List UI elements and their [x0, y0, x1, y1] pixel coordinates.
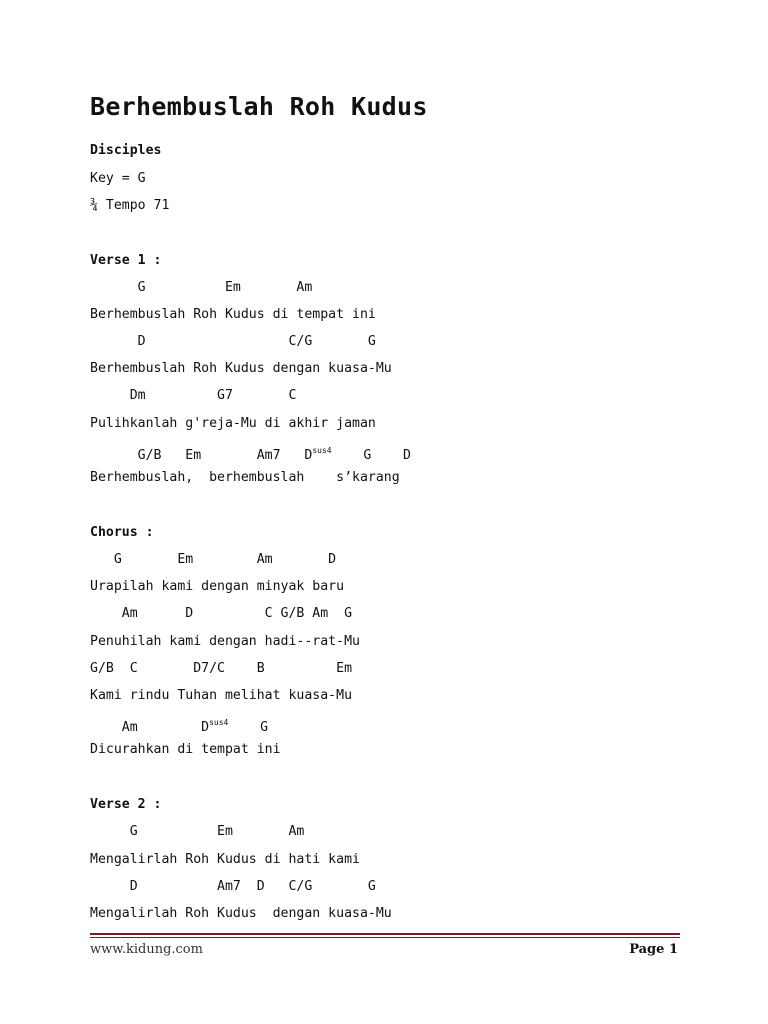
key-line: Key = G	[90, 171, 146, 186]
chord-line: Dm G7 C	[90, 388, 297, 403]
chord-line	[90, 443, 411, 464]
page-number: Page 1	[629, 942, 678, 957]
lyric-line: Berhembuslah Roh Kudus di tempat ini	[90, 307, 376, 322]
lyric-line: Mengalirlah Roh Kudus di hati kami	[90, 852, 360, 867]
lyric-line: Mengalirlah Roh Kudus dengan kuasa-Mu	[90, 906, 392, 921]
footer-divider	[90, 937, 680, 938]
chord-line: G Em Am	[90, 280, 313, 295]
chord-text: Am D	[90, 720, 210, 735]
chord-text: G	[228, 720, 269, 735]
song-title: Berhembuslah Roh Kudus	[90, 92, 428, 121]
chord-line: G/B C D7/C B Em	[90, 661, 353, 676]
lyric-line: Urapilah kami dengan minyak baru	[90, 579, 345, 594]
verse1-heading: Verse 1 :	[90, 253, 162, 268]
chord-text: G D	[331, 448, 411, 463]
tempo-line: ¾ Tempo 71	[90, 198, 170, 213]
chord-line	[90, 715, 268, 736]
chord-line: G Em Am D	[90, 552, 337, 567]
verse2-heading: Verse 2 :	[90, 797, 162, 812]
lyric-line: Kami rindu Tuhan melihat kuasa-Mu	[90, 688, 353, 703]
chord-suffix: sus4	[312, 446, 332, 455]
chorus-heading: Chorus :	[90, 525, 154, 540]
lyric-line: Penuhilah kami dengan hadi--rat-Mu	[90, 634, 360, 649]
chord-line: G Em Am	[90, 824, 305, 839]
chord-line: D Am7 D C/G G	[90, 879, 376, 894]
lyric-line: Berhembuslah, berhembuslah s’karang	[90, 470, 400, 485]
artist: Disciples	[90, 143, 162, 158]
chord-line: Am D C G/B Am G	[90, 606, 353, 621]
chord-text: G/B Em Am7 D	[90, 448, 313, 463]
chord-line: D C/G G	[90, 334, 376, 349]
lyric-line: Dicurahkan di tempat ini	[90, 742, 281, 757]
footer-site-link[interactable]: www.kidung.com	[90, 942, 203, 957]
lyric-line: Pulihkanlah g'reja-Mu di akhir jaman	[90, 416, 376, 431]
footer-divider	[90, 933, 680, 935]
chord-suffix: sus4	[209, 718, 229, 727]
lyric-line: Berhembuslah Roh Kudus dengan kuasa-Mu	[90, 361, 392, 376]
